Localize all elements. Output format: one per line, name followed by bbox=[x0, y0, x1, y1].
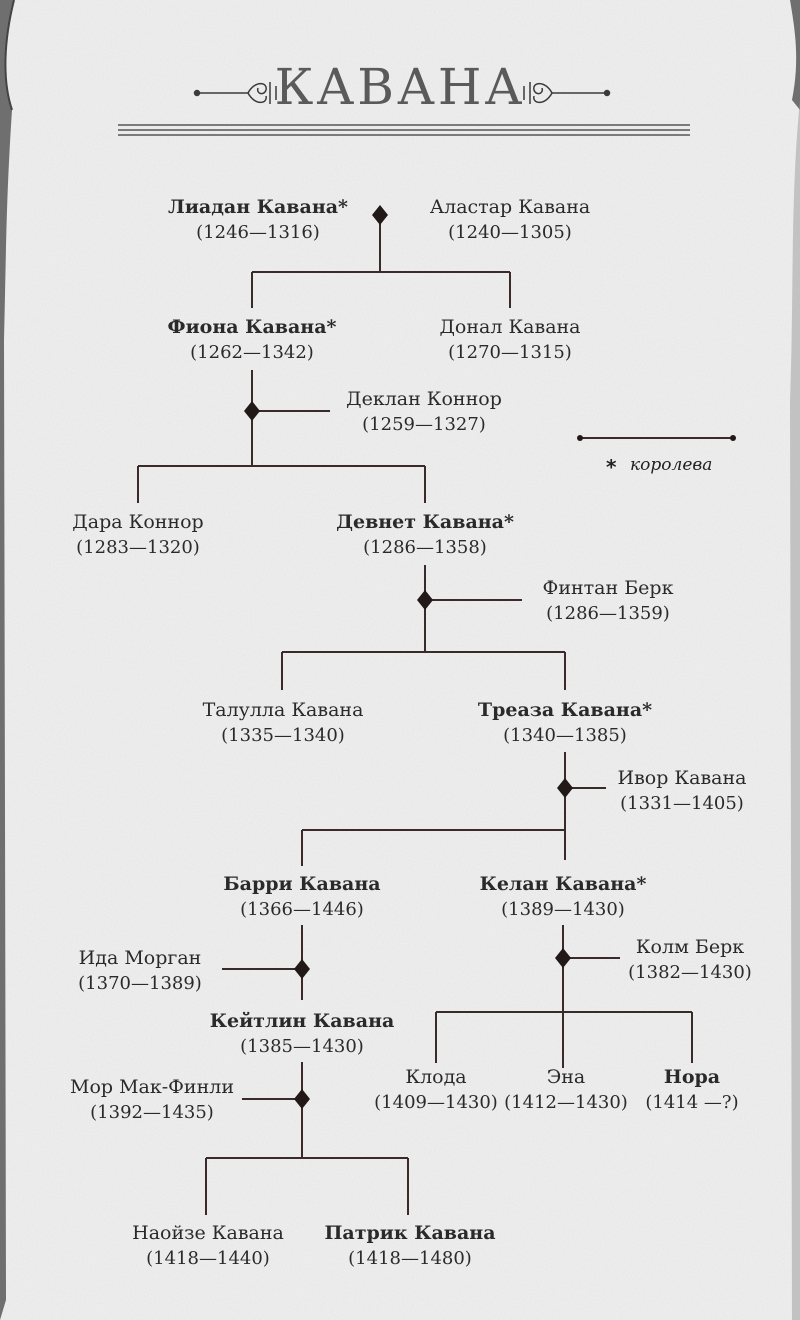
person-dara bbox=[72, 509, 203, 561]
person-years: (1370—1389) bbox=[78, 973, 202, 994]
person-years: (1270—1315) bbox=[448, 342, 572, 363]
person-name: Дара Коннор bbox=[72, 511, 204, 533]
person-name: Барри Кавана bbox=[223, 873, 381, 895]
person-name: Талулла Кавана bbox=[202, 699, 364, 721]
person-name: Аластар Кавана bbox=[429, 196, 591, 218]
person-years: (1385—1430) bbox=[240, 1036, 364, 1057]
person-naoise bbox=[132, 1220, 284, 1272]
person-years: (1240—1305) bbox=[448, 222, 572, 243]
person-ida bbox=[78, 945, 202, 997]
person-years: (1335—1340) bbox=[221, 725, 345, 746]
person-name: Лиадан Кавана* bbox=[168, 196, 348, 218]
person-name: Патрик Кавана bbox=[324, 1222, 496, 1244]
person-donal bbox=[439, 314, 580, 366]
person-years: (1392—1435) bbox=[90, 1102, 214, 1123]
person-name: Нора bbox=[663, 1066, 721, 1088]
person-mor bbox=[70, 1074, 234, 1126]
legend-symbol: * bbox=[606, 455, 617, 479]
person-name: Девнет Кавана* bbox=[336, 511, 514, 533]
person-years: (1283—1320) bbox=[76, 537, 200, 558]
person-name: Келан Кавана* bbox=[479, 873, 647, 895]
person-fiona bbox=[168, 314, 337, 366]
person-years: (1409—1430) bbox=[374, 1092, 498, 1113]
person-caitlin bbox=[210, 1008, 395, 1060]
person-declan bbox=[346, 386, 502, 438]
person-name: Наойзе Кавана bbox=[132, 1222, 284, 1244]
person-years: (1340—1385) bbox=[503, 725, 627, 746]
person-name: Финтан Берк bbox=[542, 577, 674, 599]
person-name: Эна bbox=[546, 1066, 586, 1088]
person-kelan bbox=[480, 871, 647, 923]
person-name: Деклан Коннор bbox=[346, 388, 502, 410]
title-rule bbox=[118, 125, 690, 135]
legend-label: королева bbox=[630, 455, 713, 475]
person-years: (1418—1440) bbox=[146, 1248, 270, 1269]
person-years: (1366—1446) bbox=[240, 899, 364, 920]
person-name: Донал Кавана bbox=[439, 316, 581, 338]
person-name: Треаза Кавана* bbox=[477, 699, 653, 721]
page-title: КАВАНА bbox=[274, 58, 526, 116]
person-name: Ида Морган bbox=[78, 947, 202, 969]
person-name: Колм Берк bbox=[635, 936, 745, 958]
person-years: (1331—1405) bbox=[620, 793, 744, 814]
person-talulla bbox=[203, 697, 364, 749]
person-kloda bbox=[374, 1064, 498, 1116]
person-ivor bbox=[618, 765, 747, 817]
person-nora bbox=[645, 1064, 738, 1116]
person-years: (1382—1430) bbox=[628, 962, 752, 983]
person-ena bbox=[504, 1064, 628, 1116]
person-name: Кейтлин Кавана bbox=[209, 1010, 395, 1032]
person-name: Мор Мак-Финли bbox=[69, 1076, 235, 1098]
person-name: Ивор Кавана bbox=[617, 767, 747, 789]
person-name: Фиона Кавана* bbox=[167, 316, 337, 338]
person-alastar bbox=[430, 194, 591, 246]
person-liadan bbox=[168, 194, 348, 246]
person-years: (1414 —?) bbox=[645, 1092, 739, 1113]
person-years: (1262—1342) bbox=[190, 342, 314, 363]
person-years: (1412—1430) bbox=[504, 1092, 628, 1113]
person-barry bbox=[223, 871, 380, 923]
person-years: (1259—1327) bbox=[362, 414, 486, 435]
person-years: (1389—1430) bbox=[501, 899, 625, 920]
person-treaza bbox=[478, 697, 652, 749]
person-years: (1418—1480) bbox=[348, 1248, 472, 1269]
person-patrick bbox=[324, 1220, 495, 1272]
person-years: (1246—1316) bbox=[196, 222, 320, 243]
person-years: (1286—1358) bbox=[363, 537, 487, 558]
person-colm bbox=[628, 934, 752, 986]
person-devnet bbox=[336, 509, 514, 561]
person-name: Клода bbox=[405, 1066, 467, 1088]
person-years: (1286—1359) bbox=[546, 603, 670, 624]
person-fintan bbox=[543, 575, 674, 627]
